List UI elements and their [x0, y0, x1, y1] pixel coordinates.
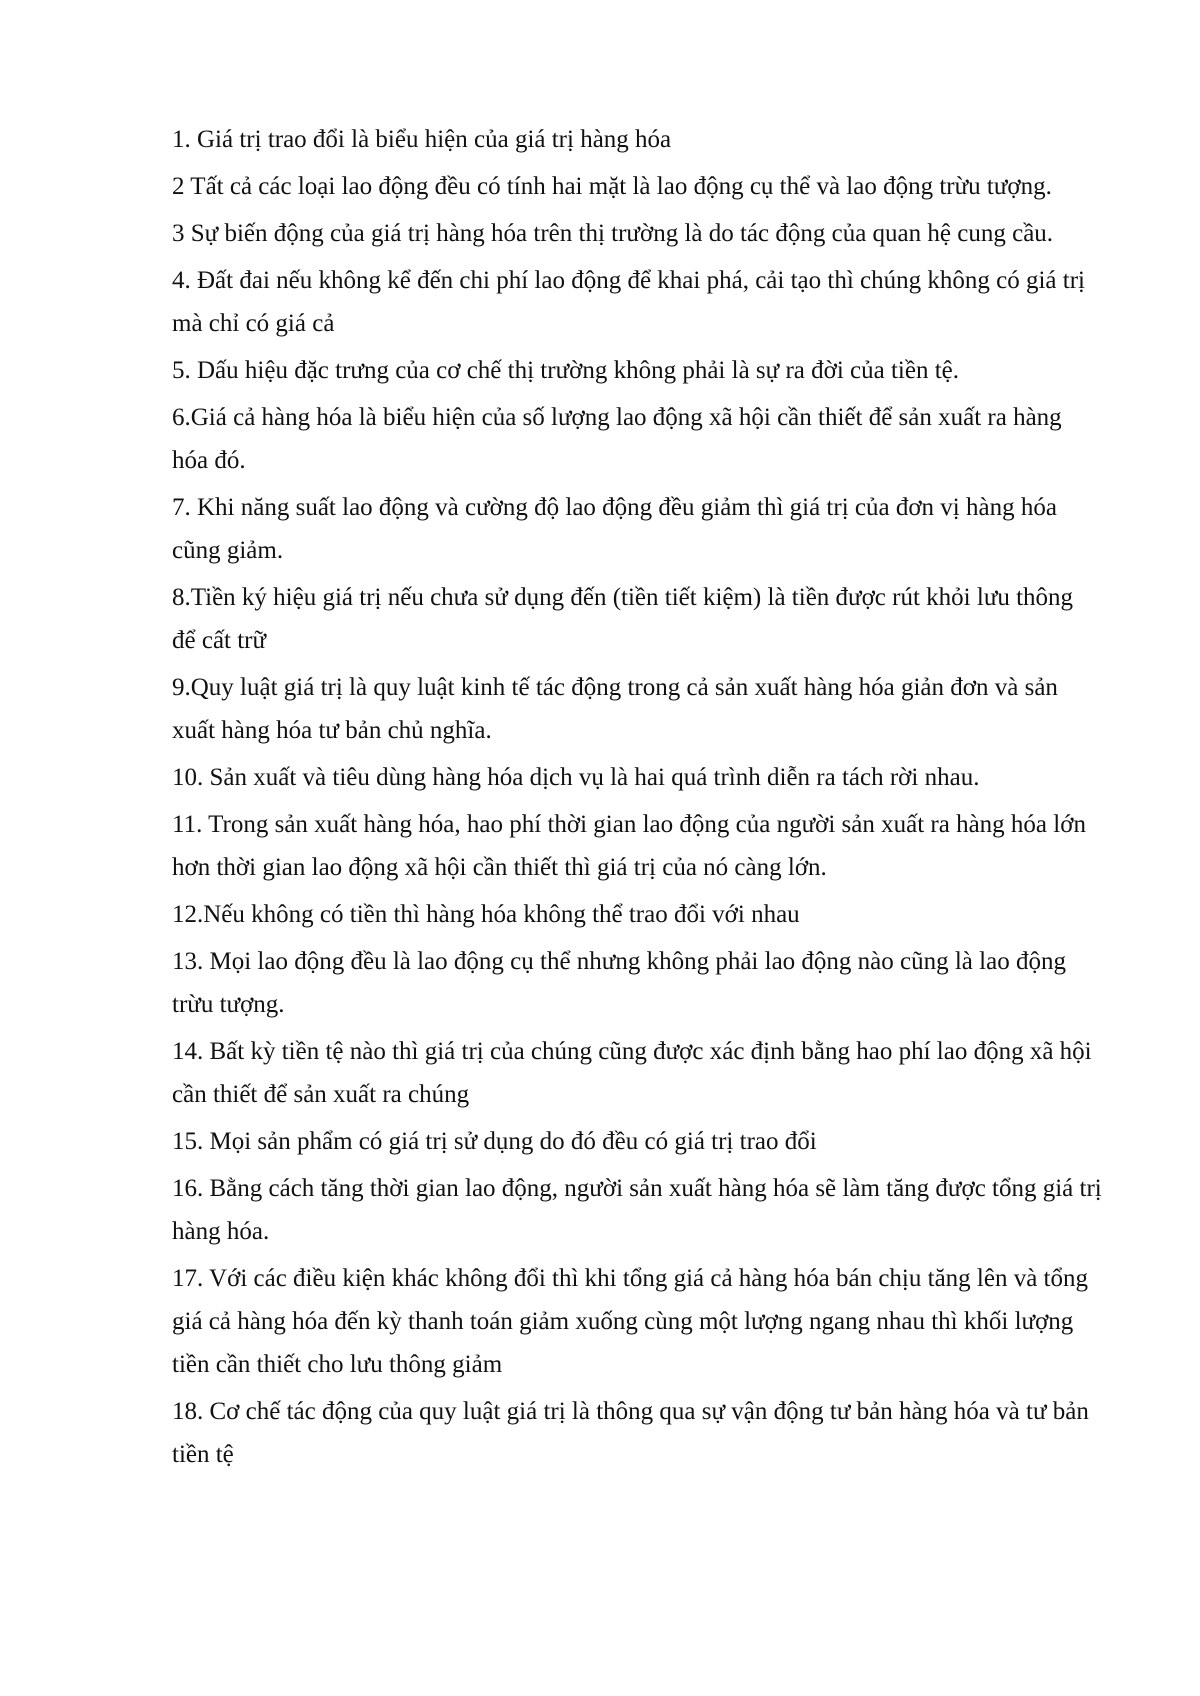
statement-item-2: 2 Tất cả các loại lao động đều có tính hai mặt là lao động cụ thể và lao động trừu tượng.	[172, 173, 1052, 200]
statement-list	[172, 118, 1102, 1480]
statement-item-10: 10. Sản xuất và tiêu dùng hàng hóa dịch vụ là hai quá trình diễn ra tách rời nhau.	[172, 764, 980, 791]
statement-item-11: 11. Trong sản xuất hàng hóa, hao phí thời gian lao động của người sản xuất ra hàng hóa lớn hơn thời gian lao động xã hội cần thiết thì giá trị của nó càng lớn.	[172, 811, 1086, 881]
statement-item-4: 4. Đất đai nếu không kể đến chi phí lao động để khai phá, cải tạo thì chúng không có giá trị mà chỉ có giá cả	[172, 267, 1085, 337]
statement-item-13: 13. Mọi lao động đều là lao động cụ thể nhưng không phải lao động nào cũng là lao động trừu tượng.	[172, 948, 1066, 1018]
statement-item-8: 8.Tiền ký hiệu giá trị nếu chưa sử dụng đến (tiền tiết kiệm) là tiền được rút khỏi lưu thông để cất trữ	[172, 584, 1074, 654]
statement-item-18: 18. Cơ chế tác động của quy luật giá trị là thông qua sự vận động tư bản hàng hóa và tư bản tiền tệ	[172, 1398, 1089, 1468]
statement-item-6: 6.Giá cả hàng hóa là biểu hiện của số lượng lao động xã hội cần thiết để sản xuất ra hàng hóa đó.	[172, 404, 1062, 474]
statement-item-14: 14. Bất kỳ tiền tệ nào thì giá trị của chúng cũng được xác định bằng hao phí lao động xã hội cần thiết để sản xuất ra chúng	[172, 1038, 1092, 1108]
statement-item-1: 1. Giá trị trao đổi là biểu hiện của giá trị hàng hóa	[172, 126, 672, 153]
statement-item-16: 16. Bằng cách tăng thời gian lao động, người sản xuất hàng hóa sẽ làm tăng được tổng giá trị hàng hóa.	[172, 1175, 1102, 1245]
statement-item-3: 3 Sự biến động của giá trị hàng hóa trên thị trường là do tác động của quan hệ cung cầu.	[172, 220, 1054, 247]
statement-item-9: 9.Quy luật giá trị là quy luật kinh tế tác động trong cả sản xuất hàng hóa giản đơn và sản xuất hàng hóa tư bản chủ nghĩa.	[172, 674, 1058, 744]
statement-item-15: 15. Mọi sản phẩm có giá trị sử dụng do đó đều có giá trị trao đổi	[172, 1128, 817, 1155]
statement-item-17: 17. Với các điều kiện khác không đổi thì khi tổng giá cả hàng hóa bán chịu tăng lên và tổng giá cả hàng hóa đến kỳ thanh toán giảm xuống cùng một lượng ngang nhau thì khối lượng tiền cần thiết cho lưu thông giảm	[172, 1265, 1089, 1378]
statement-item-7: 7. Khi năng suất lao động và cường độ lao động đều giảm thì giá trị của đơn vị hàng hóa cũng giảm.	[172, 494, 1057, 564]
statement-item-5: 5. Dấu hiệu đặc trưng của cơ chế thị trường không phải là sự ra đời của tiền tệ.	[172, 357, 960, 384]
statement-item-12: 12.Nếu không có tiền thì hàng hóa không thể trao đổi với nhau	[172, 901, 800, 928]
